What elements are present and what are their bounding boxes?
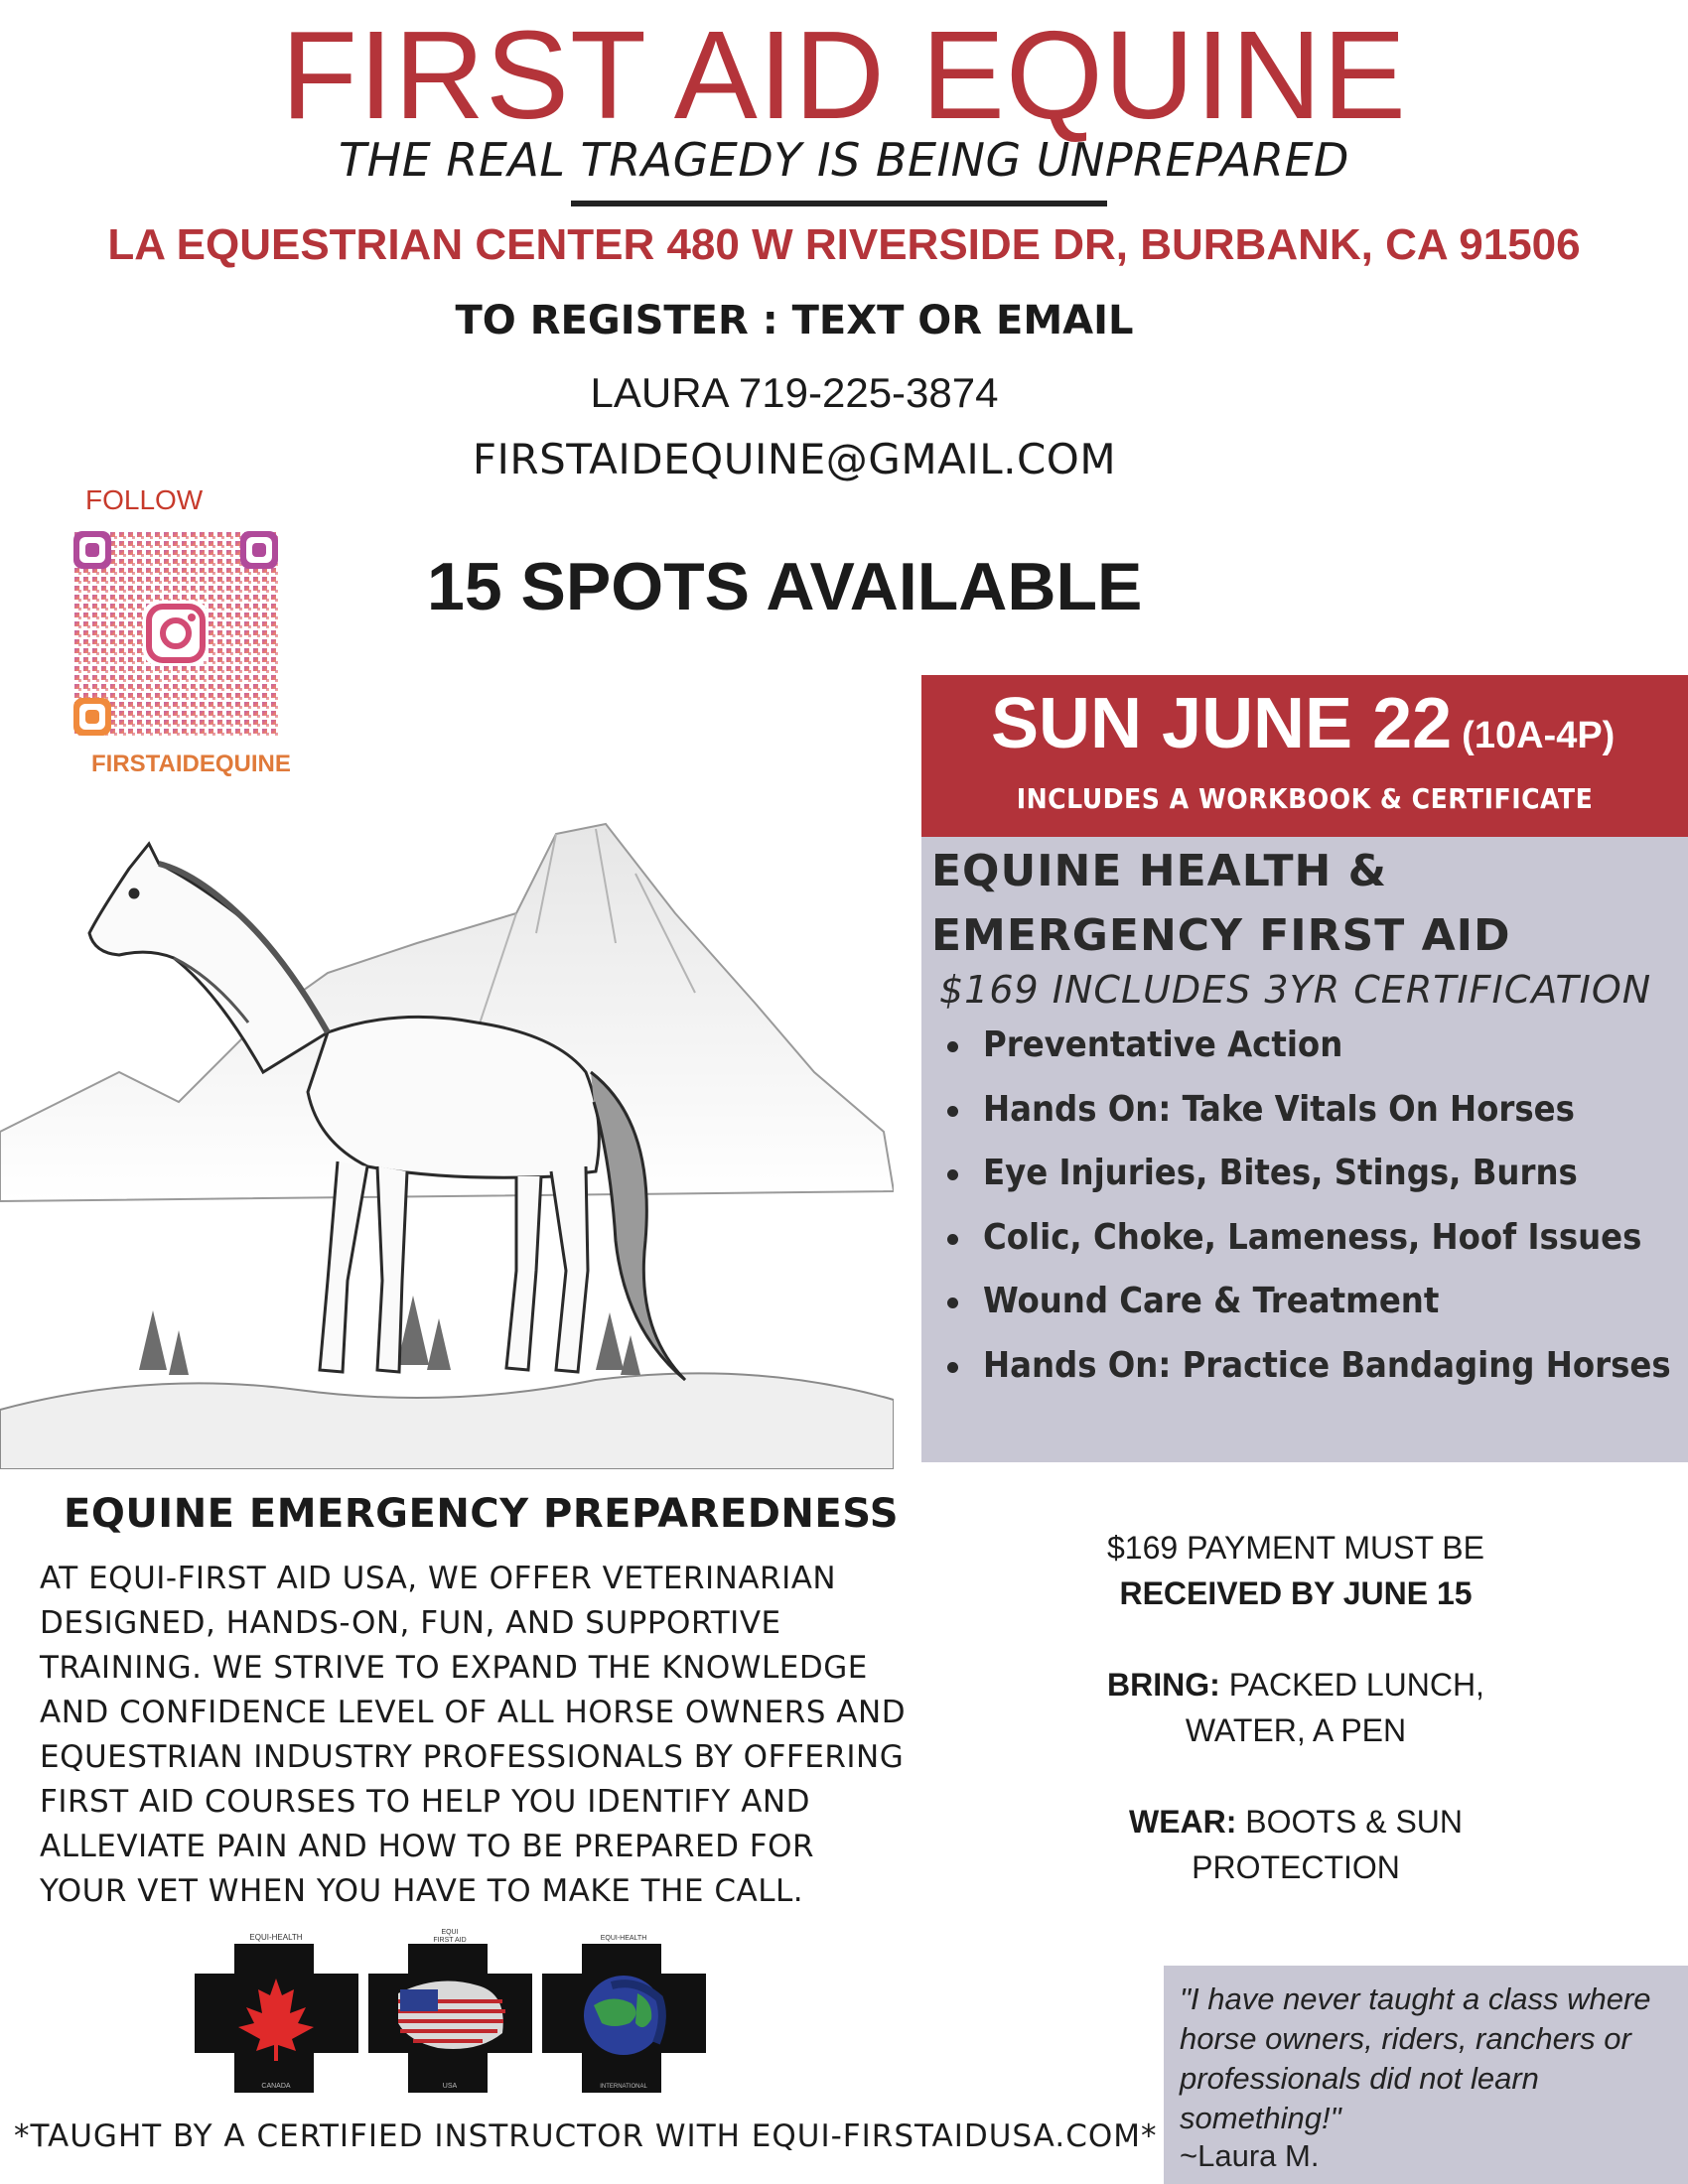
contact-email[interactable]: FIRSTAIDEQUINE@GMAIL.COM — [472, 435, 1117, 483]
tagline-underline — [571, 201, 1107, 206]
svg-text:INTERNATIONAL: INTERNATIONAL — [600, 2084, 647, 2090]
equi-health-canada-logo — [195, 1933, 358, 2093]
ground — [0, 1373, 894, 1469]
instagram-icon — [143, 601, 209, 666]
qr-finder-top-right — [240, 531, 278, 569]
svg-text:EQUI: EQUI — [441, 1929, 459, 1936]
bullet-icon — [947, 1041, 958, 1052]
svg-text:EQUI-HEALTH: EQUI-HEALTH — [600, 1935, 647, 1942]
bullet-icon — [947, 1297, 958, 1308]
equi-first-aid-usa-logo — [368, 1929, 532, 2093]
usa-flag-horse-icon — [398, 1981, 505, 2050]
globe-horse-icon — [584, 1976, 663, 2055]
wear-info: WEAR: BOOTS & SUN PROTECTION — [1128, 1804, 1463, 1885]
testimonial-quote: "I have never taught a class where horse owners, riders, ranchers or professionals did not learn something!" — [1180, 1981, 1651, 2135]
event-time: (10A-4P) — [1462, 715, 1616, 756]
equi-health-international-logo — [542, 1935, 706, 2093]
event-date-banner — [921, 675, 1688, 837]
course-title — [931, 839, 1511, 968]
preparedness-heading: EQUINE EMERGENCY PREPAREDNESS — [64, 1491, 900, 1537]
qr-finder-bottom-left — [73, 698, 111, 736]
instagram-handle[interactable]: FIRSTAIDEQUINE — [91, 751, 291, 777]
instagram-qr-code[interactable] — [73, 531, 278, 736]
svg-text:CANADA: CANADA — [261, 2083, 291, 2090]
bring-info: BRING: PACKED LUNCH, WATER, A PEN — [1107, 1667, 1484, 1748]
course-title-line1: EQUINE HEALTH & — [931, 846, 1387, 896]
qr-finder-top-left — [73, 531, 111, 569]
register-heading: TO REGISTER : TEXT OR EMAIL — [455, 298, 1134, 343]
spots-available: 15 SPOTS AVAILABLE — [427, 549, 1143, 624]
course-topic: Wound Care & Treatment — [939, 1270, 1671, 1334]
bullet-icon — [947, 1169, 958, 1180]
course-topic: Eye Injuries, Bites, Stings, Burns — [939, 1142, 1671, 1206]
course-topic: Colic, Choke, Lameness, Hoof Issues — [939, 1206, 1671, 1271]
tagline: THE REAL TRAGEDY IS BEING UNPREPARED — [339, 133, 1349, 187]
page-title: FIRST AID EQUINE — [281, 5, 1407, 145]
course-details-panel — [921, 837, 1688, 1462]
partner-logos — [195, 1924, 711, 2093]
event-date: SUN JUNE 22 — [991, 684, 1453, 763]
course-topic: Preventative Action — [939, 1014, 1671, 1078]
course-topics-list — [939, 1014, 1671, 1398]
preparedness-body: AT EQUI-FIRST AID USA, WE OFFER VETERINARIAN DESIGNED, HANDS-ON, FUN, AND SUPPORTIVE TRAINING. WE STRIVE TO EXPAND THE KNOWLEDGE AND CONFIDENCE LEVEL OF ALL HORSE OWNERS AND EQUESTRIAN INDUSTRY PROFESSIONALS BY OFFERING FIRST AID COURSES TO HELP YOU IDENTIFY AND ALLEVIATE PAIN AND HOW TO BE PREPARED FOR YOUR VET WHEN YOU HAVE TO MAKE THE CALL. — [40, 1561, 907, 1909]
course-price: $169 INCLUDES 3YR CERTIFICATION — [939, 968, 1652, 1012]
contact-phone[interactable]: LAURA 719-225-3874 — [590, 369, 999, 416]
follow-label: FOLLOW — [85, 484, 204, 515]
horse-mountain-illustration — [0, 774, 894, 1469]
testimonial-author: ~Laura M. — [1180, 2138, 1320, 2173]
bullet-icon — [947, 1234, 958, 1245]
course-title-line2: EMERGENCY FIRST AID — [931, 910, 1511, 961]
bullet-icon — [947, 1362, 958, 1373]
payment-info: $169 PAYMENT MUST BE RECEIVED BY JUNE 15 — [1107, 1530, 1484, 1611]
venue-address: LA EQUESTRIAN CENTER 480 W RIVERSIDE DR, BURBANK, CA 91506 — [107, 220, 1581, 269]
instructor-note: *TAUGHT BY A CERTIFIED INSTRUCTOR WITH EQUI-FIRSTAIDUSA.COM* — [14, 2118, 1158, 2154]
testimonial-box — [1164, 1966, 1688, 2184]
event-includes: INCLUDES A WORKBOOK & CERTIFICATE — [1016, 782, 1594, 815]
svg-text:FIRST AID: FIRST AID — [433, 1937, 467, 1944]
svg-text:USA: USA — [442, 2083, 458, 2090]
course-topic: Hands On: Practice Bandaging Horses — [939, 1334, 1671, 1399]
course-topic: Hands On: Take Vitals On Horses — [939, 1078, 1671, 1143]
svg-text:EQUI-HEALTH: EQUI-HEALTH — [249, 1933, 303, 1942]
bullet-icon — [947, 1106, 958, 1117]
